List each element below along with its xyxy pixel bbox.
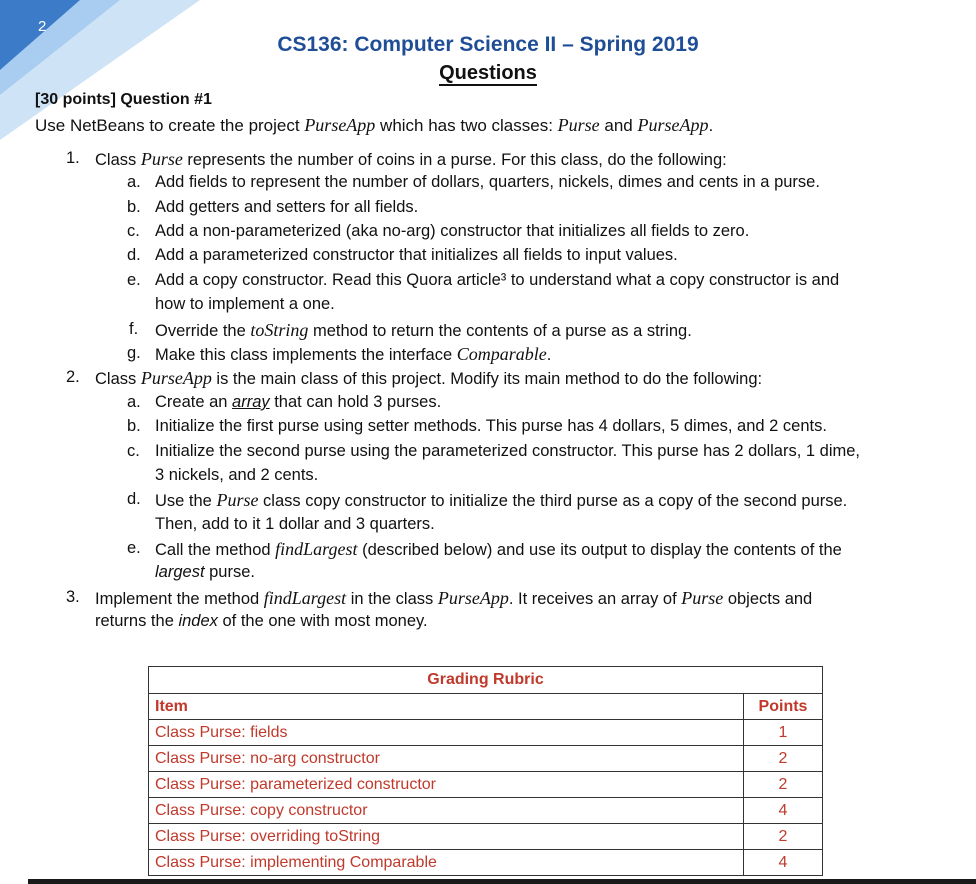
table-row	[149, 746, 823, 772]
sub-item-continued: Then, add to it 1 dollar and 3 quarters.	[155, 515, 435, 533]
sub-item-continued: how to implement a one.	[155, 295, 335, 313]
sub-item: Make this class implements the interface Comparable.	[155, 344, 552, 364]
rubric-item: Class Purse: fields	[149, 720, 744, 746]
bottom-divider	[28, 879, 976, 884]
sub-letter: e.	[127, 271, 141, 289]
table-row	[149, 772, 823, 798]
page-title: CS136: Computer Science II – Spring 2019	[277, 33, 699, 56]
rubric-points: 4	[744, 798, 823, 824]
rubric-points: 4	[744, 850, 823, 876]
list-item: Class PurseApp is the main class of this project. Modify its main method to do the following:	[95, 368, 763, 388]
rubric-points: 1	[744, 720, 823, 746]
list-item-continued: returns the index of the one with most money.	[95, 612, 428, 630]
sub-letter: a.	[127, 393, 141, 411]
sub-letter: d.	[127, 246, 141, 264]
rubric-item: Class Purse: parameterized constructor	[149, 772, 744, 798]
sub-letter: g.	[127, 344, 141, 362]
sub-letter: b.	[127, 198, 141, 216]
question-intro: Use NetBeans to create the project PurseApp which has two classes: Purse and PurseApp.	[35, 115, 714, 135]
rubric-points: 2	[744, 772, 823, 798]
sub-item: Add a parameterized constructor that initializes all fields to input values.	[155, 246, 678, 264]
table-row	[149, 850, 823, 876]
table-row	[149, 824, 823, 850]
rubric-item: Class Purse: implementing Comparable	[149, 850, 744, 876]
list-item: Implement the method findLargest in the class PurseApp. It receives an array of Purse objects and	[95, 588, 813, 608]
sub-item-continued: 3 nickels, and 2 cents.	[155, 466, 319, 484]
sub-letter: c.	[127, 442, 140, 460]
sub-letter: a.	[127, 173, 141, 191]
sub-letter: d.	[127, 490, 141, 508]
table-row	[149, 720, 823, 746]
sub-letter: e.	[127, 539, 141, 557]
sub-item: Add a non-parameterized (aka no-arg) constructor that initializes all fields to zero.	[155, 222, 750, 240]
sub-item: Add getters and setters for all fields.	[155, 198, 419, 216]
rubric-item: Class Purse: no-arg constructor	[149, 746, 744, 772]
grading-rubric-table	[148, 666, 823, 876]
sub-item: Add a copy constructor. Read this Quora article³ to understand what a copy constructor is and	[155, 271, 840, 289]
sub-item: Use the Purse class copy constructor to initialize the third purse as a copy of the second purse.	[155, 490, 848, 510]
item-number: 1.	[66, 149, 80, 167]
rubric-caption: Grading Rubric	[149, 667, 823, 694]
sub-letter: f.	[129, 320, 139, 338]
sub-item: Create an array that can hold 3 purses.	[155, 393, 442, 411]
sub-item-continued: largest purse.	[155, 563, 255, 581]
rubric-points: 2	[744, 824, 823, 850]
rubric-item: Class Purse: overriding toString	[149, 824, 744, 850]
rubric-caption-row	[149, 667, 823, 694]
sub-item: Call the method findLargest (described below) and use its output to display the contents of the	[155, 539, 842, 559]
rubric-col-item: Item	[149, 694, 744, 720]
sub-item: Override the toString method to return the contents of a purse as a string.	[155, 320, 692, 340]
rubric-points: 2	[744, 746, 823, 772]
question-heading: [30 points] Question #1	[35, 91, 212, 108]
page-subtitle: Questions	[439, 62, 537, 84]
item-number: 3.	[66, 588, 80, 606]
page-number: 2	[38, 18, 47, 35]
table-row	[149, 798, 823, 824]
item-number: 2.	[66, 368, 80, 386]
sub-letter: c.	[127, 222, 140, 240]
sub-letter: b.	[127, 417, 141, 435]
rubric-item: Class Purse: copy constructor	[149, 798, 744, 824]
sub-item: Add fields to represent the number of dollars, quarters, nickels, dimes and cents in a purse.	[155, 173, 820, 191]
sub-item: Initialize the second purse using the parameterized constructor. This purse has 2 dollars, 1 dime,	[155, 442, 860, 460]
list-item: Class Purse represents the number of coins in a purse. For this class, do the following:	[95, 149, 727, 169]
rubric-header-row	[149, 694, 823, 720]
sub-item: Initialize the first purse using setter methods. This purse has 4 dollars, 5 dimes, and 2 cents.	[155, 417, 827, 435]
rubric-col-points: Points	[744, 694, 823, 720]
